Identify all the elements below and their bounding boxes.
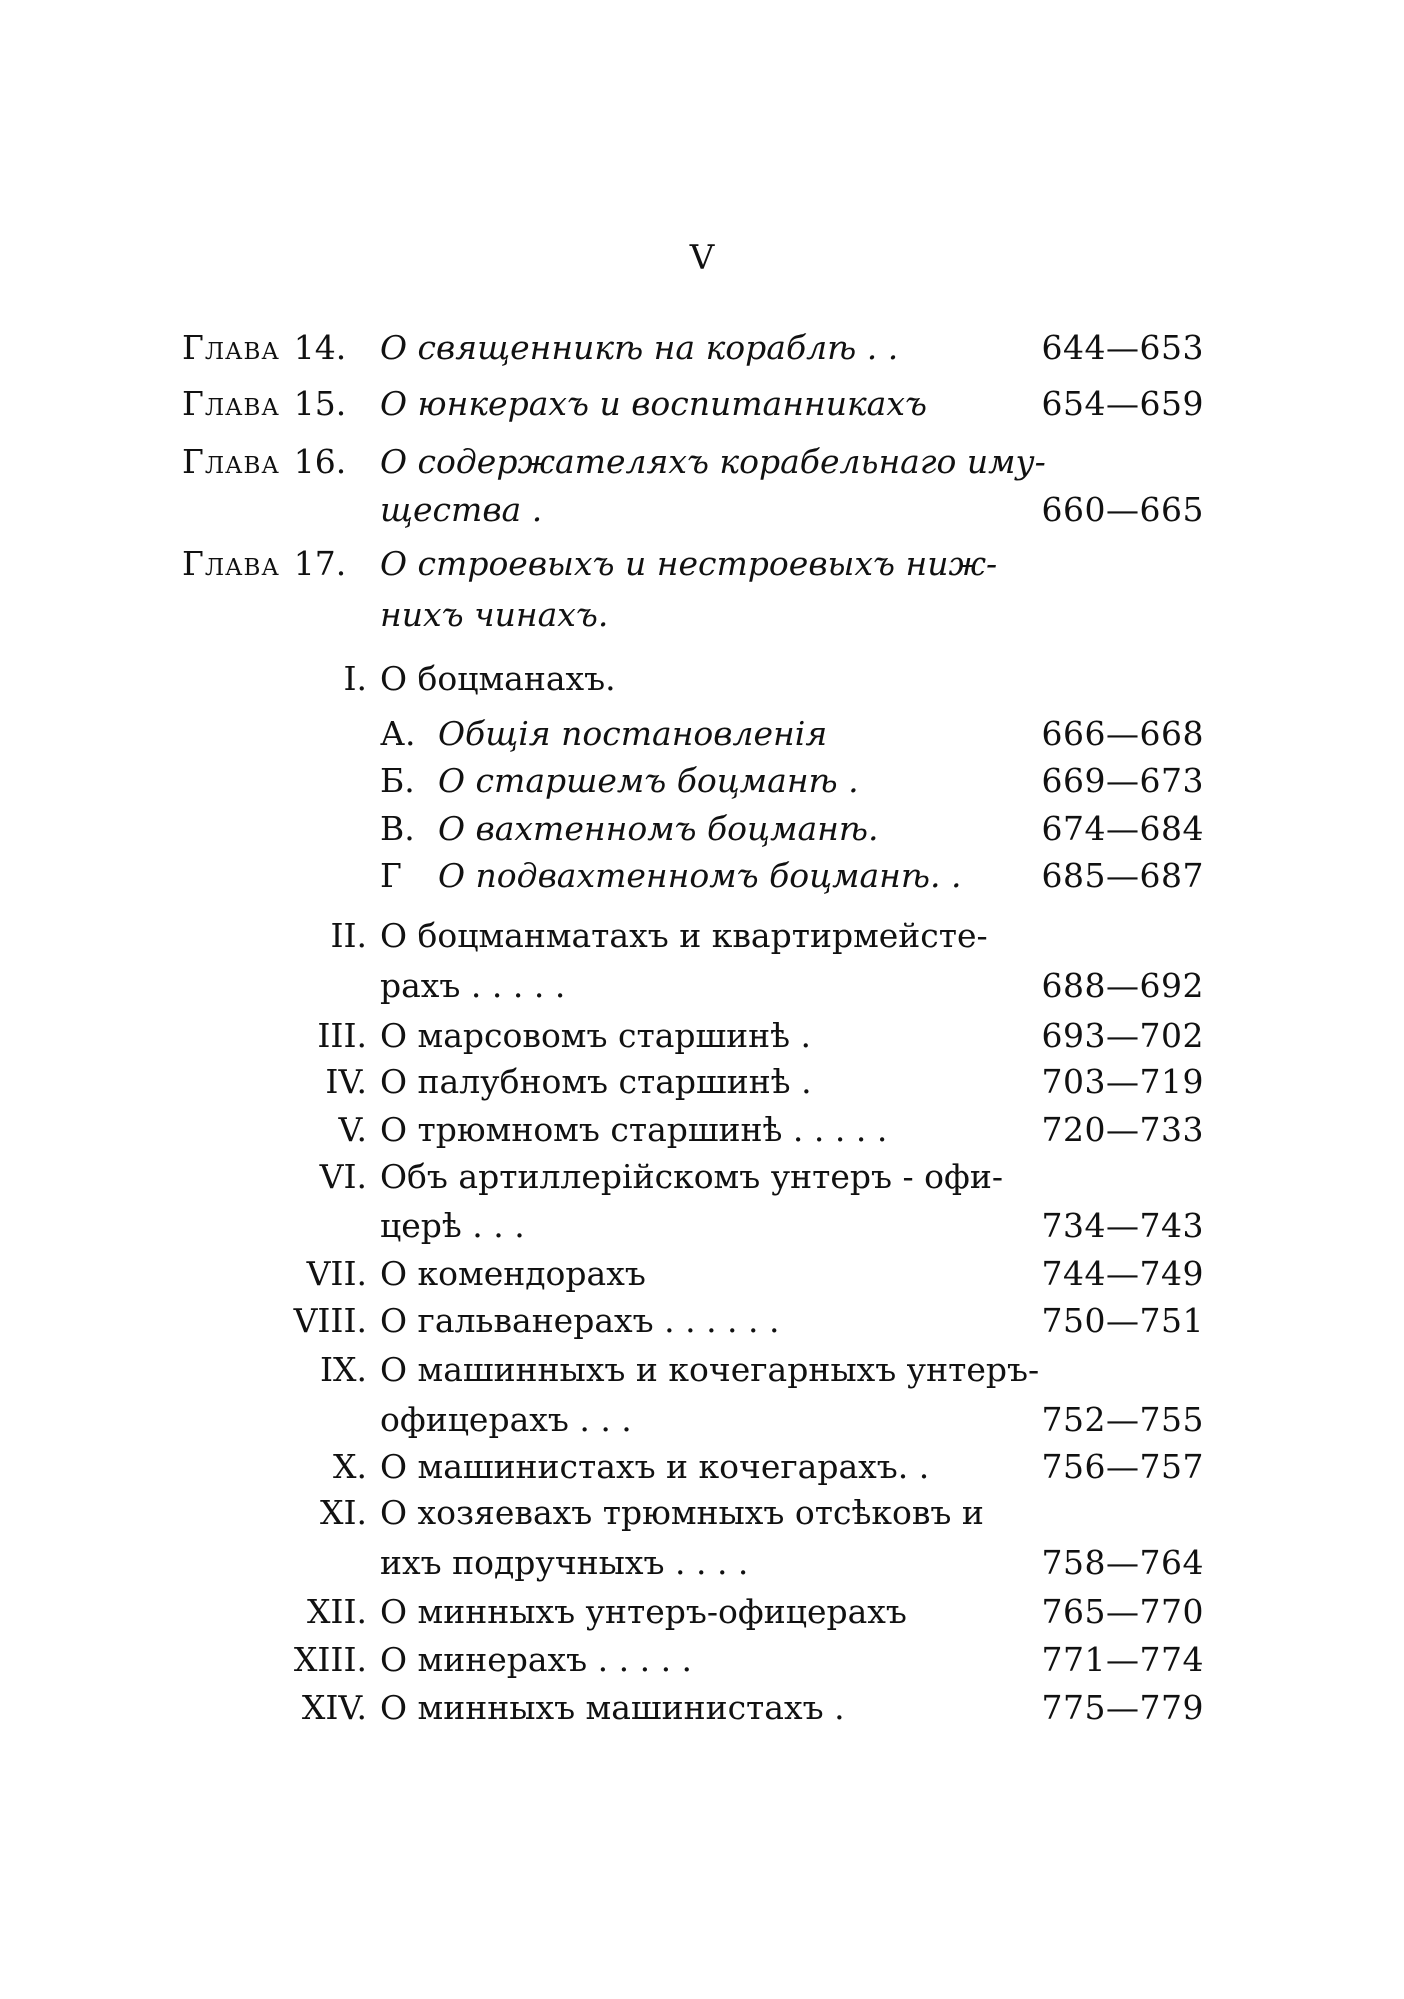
chapter-number: 17. (293, 544, 347, 583)
entry-title: О минныхъ машинистахъ . (380, 1688, 845, 1727)
page-range: 674—684 (1041, 809, 1204, 848)
toc-line (0, 324, 1404, 372)
toc-line (0, 591, 1404, 639)
chapter-number: 15. (293, 384, 347, 423)
chapter-label (182, 324, 346, 372)
page-range: 758—764 (1041, 1543, 1204, 1582)
toc-line (0, 805, 1404, 853)
section-numeral: XII. (306, 1592, 367, 1631)
toc-line (0, 1588, 1404, 1636)
page-range: 703—719 (1041, 1062, 1204, 1101)
page-range: 752—755 (1041, 1400, 1204, 1439)
page-range: 756—757 (1041, 1447, 1204, 1486)
toc-line (0, 1153, 1404, 1201)
toc-line (0, 1443, 1404, 1491)
toc-line (0, 852, 1404, 900)
chapter-label (182, 540, 346, 588)
section-numeral: XIII. (293, 1640, 367, 1679)
toc-line (0, 655, 1404, 703)
entry-title: О боцманахъ. (380, 659, 616, 698)
toc-line (0, 540, 1404, 588)
chapter-number: 14. (293, 328, 347, 367)
entry-title: О боцманматахъ и квартирмейсте- (380, 916, 988, 955)
page-range: 669—673 (1041, 761, 1204, 800)
subsection-letter: Б. (380, 761, 415, 800)
entry-title: О минныхъ унтеръ-офицерахъ (380, 1592, 907, 1631)
chapter-label (182, 438, 346, 486)
entry-title: щества . (380, 490, 543, 529)
entry-title: О машинныхъ и кочегарныхъ унтеръ- (380, 1350, 1040, 1389)
toc-line (0, 1684, 1404, 1732)
entry-title: О строевыхъ и нестроевыхъ ниж- (380, 544, 998, 583)
entry-title: Объ артиллерійскомъ унтеръ - офи- (380, 1157, 1004, 1196)
entry-title: О машинистахъ и кочегарахъ. . (380, 1447, 930, 1486)
page-range: 685—687 (1041, 856, 1204, 895)
subsection-letter: А. (380, 714, 416, 753)
page-number: V (689, 238, 715, 278)
toc-line (0, 912, 1404, 960)
toc-line (0, 380, 1404, 428)
toc-line (0, 1539, 1404, 1587)
toc-line (0, 1489, 1404, 1537)
toc-line (0, 1202, 1404, 1250)
toc-line (0, 1058, 1404, 1106)
section-numeral: I. (343, 659, 367, 698)
toc-line (0, 438, 1404, 486)
page-range: 744—749 (1041, 1254, 1204, 1293)
entry-title: офицерахъ . . . (380, 1400, 632, 1439)
entry-title: нихъ чинахъ. (380, 595, 609, 634)
section-numeral: V. (338, 1110, 367, 1149)
section-numeral: VIII. (293, 1301, 367, 1340)
page-range: 693—702 (1041, 1016, 1204, 1055)
entry-title: О трюмномъ старшинѣ . . . . . (380, 1110, 888, 1149)
toc-line (0, 1346, 1404, 1394)
toc-line (0, 1636, 1404, 1684)
chapter-word: Глава (182, 544, 280, 583)
toc-line (0, 486, 1404, 534)
page-range: 644—653 (1041, 328, 1204, 367)
section-numeral: IV. (325, 1062, 367, 1101)
toc-line (0, 1012, 1404, 1060)
section-numeral: VI. (319, 1157, 367, 1196)
entry-title: О палубномъ старшинѣ . (380, 1062, 812, 1101)
chapter-number: 16. (293, 442, 347, 481)
toc-line (0, 710, 1404, 758)
entry-title: ихъ подручныхъ . . . . (380, 1543, 749, 1582)
section-numeral: XI. (319, 1493, 367, 1532)
entry-title: О юнкерахъ и воспитанникахъ (380, 384, 927, 423)
entry-title: О марсовомъ старшинѣ . (380, 1016, 812, 1055)
page-range: 660—665 (1041, 490, 1204, 529)
section-numeral: IX. (319, 1350, 367, 1389)
entry-title: О старшемъ боцманѣ . (438, 761, 859, 800)
subsection-letter: Г (380, 856, 402, 895)
toc-line (0, 1297, 1404, 1345)
chapter-label (182, 380, 346, 428)
toc-line (0, 1250, 1404, 1298)
entry-title: О гальванерахъ . . . . . . (380, 1301, 780, 1340)
section-numeral: III. (317, 1016, 367, 1055)
entry-title: церѣ . . . (380, 1206, 525, 1245)
section-numeral: II. (330, 916, 367, 955)
chapter-word: Глава (182, 442, 280, 481)
entry-title: О комендорахъ (380, 1254, 646, 1293)
section-numeral: XIV. (301, 1688, 367, 1727)
entry-title: О священникѣ на кораблѣ . . (380, 328, 899, 367)
entry-title: О минерахъ . . . . . (380, 1640, 693, 1679)
toc-line (0, 1106, 1404, 1154)
entry-title: О содержателяхъ корабельнаго иму- (380, 442, 1046, 481)
chapter-word: Глава (182, 328, 280, 367)
page-range: 750—751 (1041, 1301, 1204, 1340)
entry-title: О подвахтенномъ боцманѣ. . (438, 856, 962, 895)
entry-title: О хозяевахъ трюмныхъ отсѣковъ и (380, 1493, 984, 1532)
subsection-letter: В. (380, 809, 415, 848)
page-range: 666—668 (1041, 714, 1204, 753)
page-range: 765—770 (1041, 1592, 1204, 1631)
toc-line (0, 757, 1404, 805)
page-range: 771—774 (1041, 1640, 1204, 1679)
page-range: 688—692 (1041, 966, 1204, 1005)
entry-title: О вахтенномъ боцманѣ. (438, 809, 879, 848)
toc-line (0, 962, 1404, 1010)
page-range: 775—779 (1041, 1688, 1204, 1727)
toc-line (0, 1396, 1404, 1444)
page-range: 720—733 (1041, 1110, 1204, 1149)
entry-title: рахъ . . . . . (380, 966, 566, 1005)
chapter-word: Глава (182, 384, 280, 423)
section-numeral: VII. (306, 1254, 367, 1293)
page-range: 654—659 (1041, 384, 1204, 423)
page-range: 734—743 (1041, 1206, 1204, 1245)
entry-title: Общія постановленія (438, 714, 828, 753)
section-numeral: X. (333, 1447, 367, 1486)
